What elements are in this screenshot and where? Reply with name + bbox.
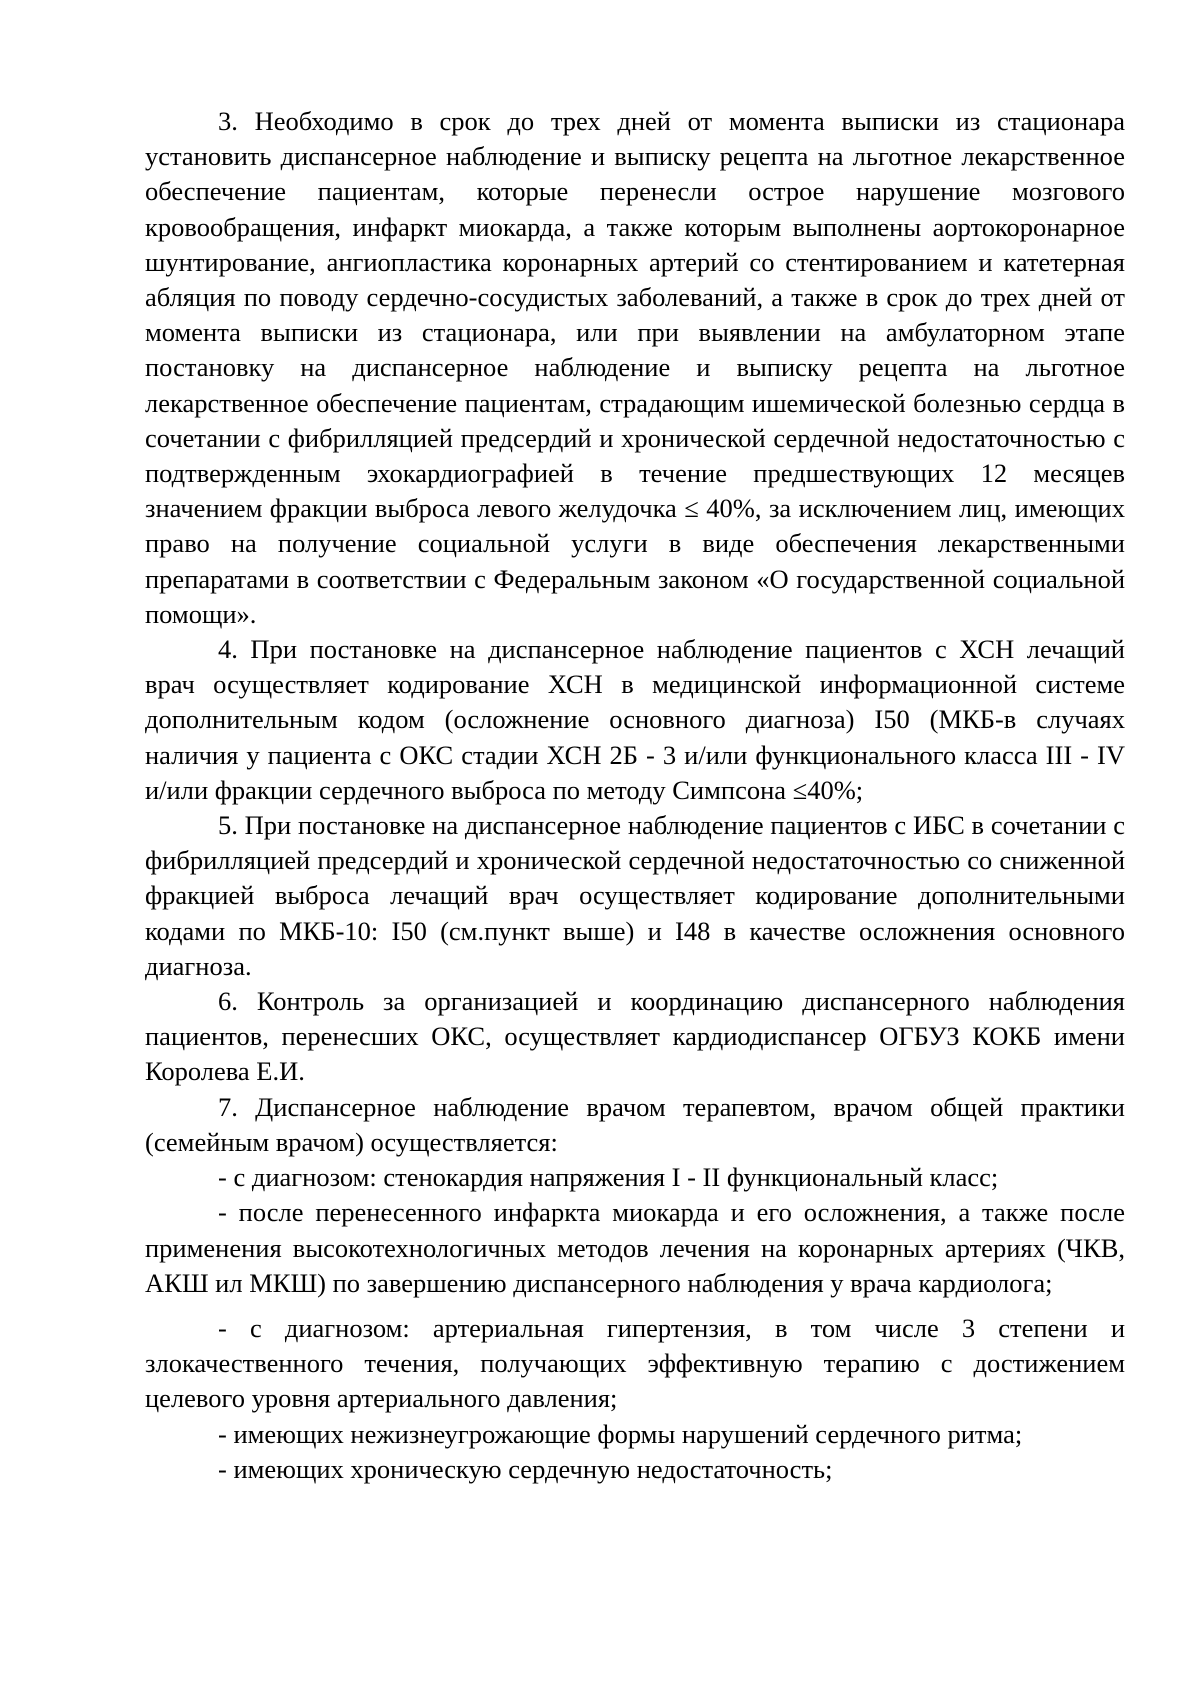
paragraph-item-7: 7. Диспансерное наблюдение врачом терапевтом, врачом общей практики (семейным врачом) осуществляется: <box>145 1091 1125 1157</box>
paragraph-item-6: 6. Контроль за организацией и координацию диспансерного наблюдения пациентов, перенесших ОКС, осуществляет кардиодиспансер ОГБУЗ КОКБ имени Королева Е.И. <box>145 986 1125 1087</box>
document-body <box>145 104 1125 1487</box>
list-item-post-infarction: - после перенесенного инфаркта миокарда и его осложнения, а также после применения высокотехнологичных методов лечения на коронарных артериях (ЧКВ, АКШ ил МКШ) по завершению диспансерного наблюдения у врача кардиолога; <box>145 1197 1125 1298</box>
list-item-arrhythmia: - имеющих нежизнеугрожающие формы нарушений сердечного ритма; <box>218 1418 1023 1449</box>
list-item-heart-failure: - имеющих хроническую сердечную недостаточность; <box>218 1453 833 1484</box>
list-item-angina: - с диагнозом: стенокардия напряжения I - II функциональный класс; <box>218 1162 999 1193</box>
paragraph-item-3: 3. Необходимо в срок до трех дней от момента выписки из стационара установить диспансерное наблюдение и выписку рецепта на льготное лекарственное обеспечение пациентам, которые перенесли острое нарушение мозгового кровообращения, инфаркт миокарда, а также которым выполнены аортокоронарное шунтирование, ангиопластика коронарных артерий со стентированием и катетерная абляция по поводу сердечно-сосудистых заболеваний, а также в срок до трех дней от момента выписки из стационара, или при выявлении на амбулаторном этапе постановку на диспансерное наблюдение и выписку рецепта на льготное лекарственное обеспечение пациентам, страдающим ишемической болезнью сердца в сочетании с фибрилляцией предсердий и хронической сердечной недостаточностью с подтвержденным эхокардиографией в течение предшествующих 12 месяцев значением фракции выброса левого желудочка ≤ 40%, за исключением лиц, имеющих право на получение социальной услуги в виде обеспечения лекарственными препаратами в соответствии с Федеральным законом «О государственной социальной помощи». <box>145 106 1125 629</box>
list-item-hypertension: - с диагнозом: артериальная гипертензия, в том числе 3 степени и злокачественного течения, получающих эффективную терапию с достижением целевого уровня артериального давления; <box>145 1312 1125 1414</box>
paragraph-item-4: 4. При постановке на диспансерное наблюдение пациентов с ХСН лечащий врач осуществляет кодирование ХСН в медицинской информационной системе дополнительным кодом (осложнение основного диагноза) I50 (МКБ-в случаях наличия у пациента с ОКС стадии ХСН 2Б - 3 и/или функционального класса III - IV и/или фракции сердечного выброса по методу Симпсона ≤40%; <box>145 634 1125 805</box>
paragraph-item-5: 5. При постановке на диспансерное наблюдение пациентов с ИБС в сочетании с фибрилляцией предсердий и хронической сердечной недостаточностью со сниженной фракцией выброса лечащий врач осуществляет кодирование дополнительными кодами по МКБ-10: I50 (см.пункт выше) и I48 в качестве осложнения основного диагноза. <box>145 810 1125 981</box>
